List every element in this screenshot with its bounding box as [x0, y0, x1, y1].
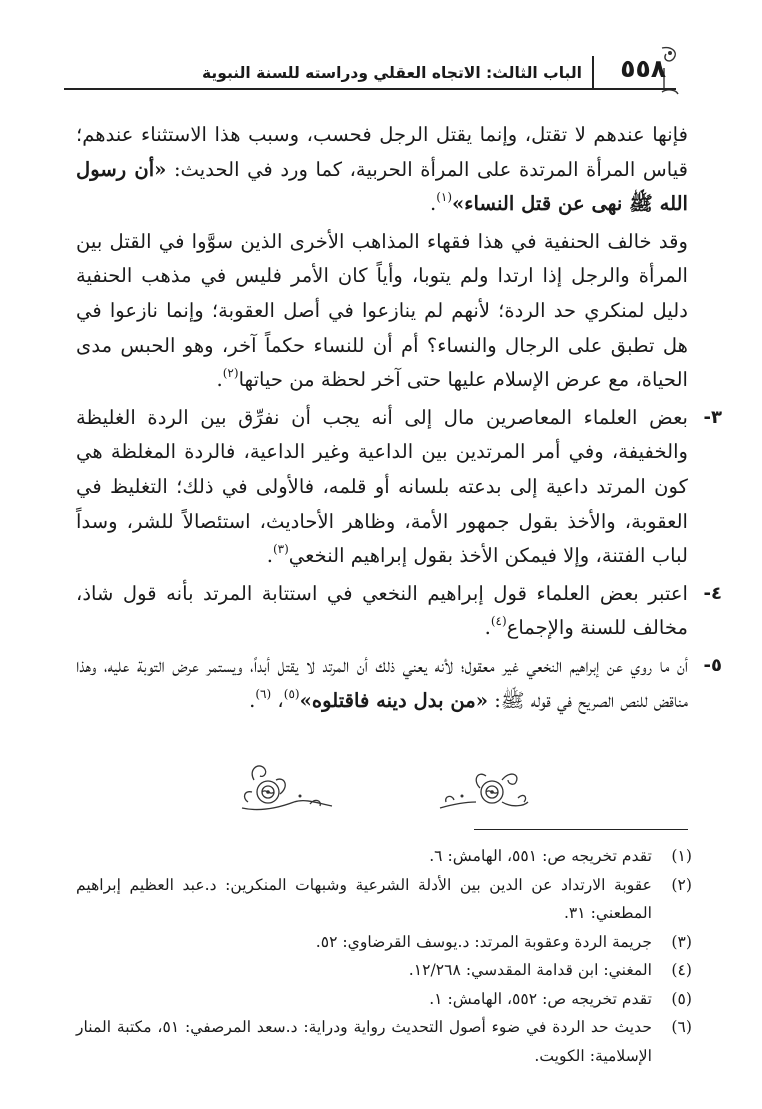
footnote-text: عقوبة الارتداد عن الدين بين الأدلة الشرعية وشبهات المنكرين: د.عبد العظيم إبراهيم المطعني: ٣١.	[76, 875, 652, 922]
footnote-text: حديث حد الردة في ضوء أصول التحديث رواية ودراية: د.سعد المرصفي: ٥١، مكتبة المنار الإسلامية: الكويت.	[76, 1018, 652, 1065]
punctuation: .	[484, 616, 491, 640]
punctuation: .	[429, 192, 437, 216]
footnote-number: (٥)	[671, 989, 692, 1008]
footnote-ref: (٦)	[255, 686, 272, 701]
punctuation: ،	[271, 688, 284, 712]
footnote-text: تقدم تخريجه ص: ٥٥١، الهامش: ٦.	[429, 847, 652, 865]
punctuation: .	[249, 688, 256, 712]
footnotes	[76, 842, 692, 1070]
footnote-number: (٤)	[671, 961, 692, 979]
page-number: ٥٥٨	[620, 54, 666, 83]
hadith-quote: «أن رسول الله ﷺ نهى عن قتل النساء»	[76, 157, 688, 216]
footnote-ref: (٤)	[490, 614, 507, 629]
paragraph-1-text: فإنها عندهم لا تقتل، وإنما يقتل الرجل فحسب، وسبب هذا الاستثناء عندهم؛ قياس المرأة المرتدة على المرأة الحربية، كما ورد في الحديث:	[76, 123, 688, 181]
paragraph-2	[76, 225, 688, 398]
footnote-rule	[474, 829, 688, 830]
section-ornament-icon	[240, 758, 530, 816]
footnote-ref: (١)	[436, 190, 453, 205]
footnote	[76, 956, 692, 985]
footnote	[76, 871, 692, 928]
list-item-3	[76, 401, 722, 574]
list-item-text: اعتبر بعض العلماء قول إبراهيم النخعي في استتابة المرتد بأنه قول شاذ، مخالف للسنة والإجماع	[76, 581, 688, 640]
page-header	[64, 54, 676, 94]
footnote-text: المغني: ابن قدامة المقدسي: ١٢/٢٦٨.	[408, 961, 652, 979]
header-rule	[64, 88, 676, 90]
footnote	[76, 928, 692, 957]
footnote-ref: (٣)	[272, 542, 289, 557]
body-text	[76, 118, 722, 718]
footnote-text: تقدم تخريجه ص: ٥٥٢، الهامش: ١.	[429, 989, 652, 1008]
list-number: ٤-	[703, 582, 722, 604]
footnote-ref: (٥)	[283, 686, 300, 701]
punctuation: .	[216, 368, 223, 392]
running-title: الباب الثالث: الاتجاه العقلي ودراسته للسنة النبوية	[202, 64, 582, 82]
list-item-4	[76, 577, 722, 646]
list-number: ٥-	[703, 654, 722, 676]
footnote-ref: (٢)	[222, 366, 239, 381]
paragraph-1	[76, 118, 688, 222]
footnote-number: (٦)	[671, 1018, 692, 1036]
punctuation: .	[266, 544, 273, 568]
footnote-number: (١)	[671, 847, 692, 865]
footnote	[76, 1013, 692, 1070]
footnote	[76, 985, 692, 1014]
footnote-text: جريمة الردة وعقوبة المرتد: د.يوسف القرضاوي: ٥٢.	[315, 932, 652, 951]
list-item-text: أن ما روي عن إبراهيم النخعي غير معقول؛ لأنه يعني ذلك أن المرتد لا يقتل أبداً، ويستمر عرض التوبة عليه، وهذا مناقض للنص الصريح في قوله ﷺ:	[76, 653, 688, 712]
list-item-5	[76, 649, 722, 718]
list-item-text: بعض العلماء المعاصرين مال إلى أنه يجب أن نفرِّق بين الردة الغليظة والخفيفة، وفي أمر المرتدين بين الداعية وغير الداعية، فالردة المغلظة هي كون المرتد داعية إلى بدعته بلسانه أو قلمه، فالأولى في ذلك؛ التغليظ في العقوبة، والأخذ بقول جمهور الأمة، وظاهر الأحاديث، استئصالاً للشر، وسداً لباب الفتنة، وإلا فيمكن الأخذ بقول إبراهيم النخعي	[76, 405, 688, 568]
footnote-number: (٣)	[671, 932, 692, 951]
footnote-number: (٢)	[671, 875, 692, 894]
header-divider	[592, 56, 594, 90]
footnote	[76, 842, 692, 871]
list-number: ٣-	[703, 406, 722, 428]
hadith-quote: «من بدل دينه فاقتلوه»	[299, 688, 489, 712]
paragraph-2-text: وقد خالف الحنفية في هذا فقهاء المذاهب الأخرى الذين سوَّوا في القتل بين المرأة والرجل إذا ارتدا ولم يتوبا، وأياً كان الأمر فليس في مذهب الحنفية دليل لمنكري حد الردة؛ لأنهم لم ينازعوا في أصل العقوبة؛ وإنما نازعوا في هل تطبق على الرجال والنساء؟ أم أن للنساء حكماً آخر، وهو الحبس مدى الحياة، مع عرض الإسلام عليها حتى آخر لحظة من حياتها	[76, 229, 688, 392]
